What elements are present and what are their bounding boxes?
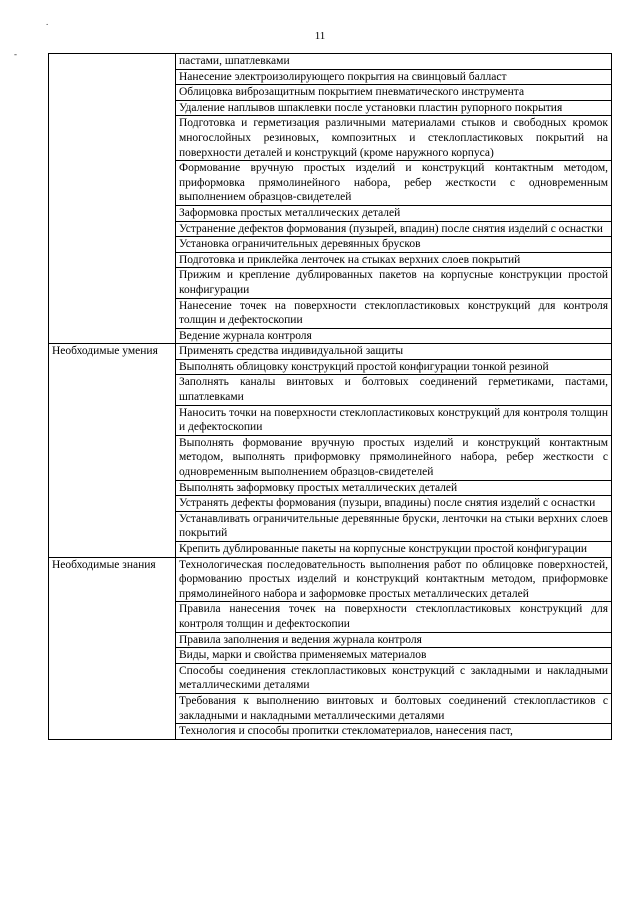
list-item: Способы соединения стеклопластиковых конструкций с закладными и накладными металлическими деталями bbox=[176, 664, 611, 694]
list-item: Технология и способы пропитки стекломатериалов, нанесения паст, bbox=[179, 725, 513, 738]
list-item: Установка ограничительных деревянных брусков bbox=[176, 237, 611, 253]
list-item: Правила нанесения точек на поверхности стеклопластиковых конструкций для контроля толщин и дефектоскопии bbox=[176, 602, 611, 632]
table-row bbox=[49, 54, 612, 344]
list-item: Применять средства индивидуальной защиты bbox=[176, 344, 611, 360]
competency-table bbox=[48, 53, 612, 740]
list-item: Наносить точки на поверхности стеклопластиковых конструкций для контроля толщин и дефектоскопии bbox=[176, 406, 611, 436]
list-item: Подготовка и приклейка ленточек на стыках верхних слоев покрытий bbox=[176, 253, 611, 269]
list-item: Удаление наплывов шпаклевки после установки пластин рупорного покрытия bbox=[176, 101, 611, 117]
list-item: Выполнять облицовку конструкций простой конфигурации тонкой резиной bbox=[176, 360, 611, 376]
section-title bbox=[49, 54, 176, 344]
list-item: Крепить дублированные пакеты на корпусные конструкции простой конфигурации bbox=[179, 543, 588, 555]
section-items bbox=[176, 54, 612, 344]
list-item: Подготовка и герметизация различными материалами стыков и свободных кромок многослойных резиновых, композитных и стеклопластиковых покрытий на поверхности деталей и конструкций (кроме наружного корпуса) bbox=[176, 116, 611, 161]
list-item: Требования к выполнению винтовых и болтовых соединений стеклопластиков с закладными и накладными металлическими деталями bbox=[176, 694, 611, 724]
list-item: Устранение дефектов формования (пузырей, впадин) после снятия изделий с оснастки bbox=[176, 222, 611, 238]
section-title: Необходимые умения bbox=[49, 344, 176, 557]
list-item: Устранять дефекты формования (пузыри, впадины) после снятия изделий с оснастки bbox=[176, 496, 611, 512]
list-item: Ведение журнала контроля bbox=[179, 329, 312, 342]
list-item: Виды, марки и свойства применяемых материалов bbox=[176, 648, 611, 664]
list-item: Заформовка простых металлических деталей bbox=[176, 206, 611, 222]
list-item: Облицовка виброзащитным покрытием пневматического инструмента bbox=[176, 85, 611, 101]
page-number: 11 bbox=[314, 30, 326, 42]
list-item: Выполнять заформовку простых металлических деталей bbox=[176, 481, 611, 497]
list-item: Прижим и крепление дублированных пакетов на корпусные конструкции простой конфигурации bbox=[176, 268, 611, 298]
table-row bbox=[49, 344, 612, 557]
list-item: Нанесение точек на поверхности стеклопластиковых конструкций для контроля толщин и дефектоскопии bbox=[176, 299, 611, 329]
list-item: Выполнять формование вручную простых изделий и конструкций контактным методом, выполнять приформовку прямолинейного набора, ребер жесткости с одновременным выполнением образцов-свидетелей bbox=[176, 436, 611, 481]
section-items bbox=[176, 344, 612, 557]
list-item: Технологическая последовательность выполнения работ по облицовке поверхностей, формованию простых изделий и конструкций контактным методом, приформовке прямолинейного набора и заформовке простых металлических деталей bbox=[176, 558, 611, 603]
list-item: пастами, шпатлевками bbox=[176, 54, 611, 70]
margin-mark-top: . bbox=[46, 17, 49, 27]
list-item: Формование вручную простых изделий и конструкций контактным методом, приформовка прямолинейного набора, ребер жесткости с одновременным выполнением образцов-свидетелей bbox=[176, 161, 611, 206]
list-item: Правила заполнения и ведения журнала контроля bbox=[176, 633, 611, 649]
section-items bbox=[176, 557, 612, 739]
list-item: Нанесение электроизолирующего покрытия на свинцовый балласт bbox=[176, 70, 611, 86]
list-item: Устанавливать ограничительные деревянные бруски, ленточки на стыки верхних слоев покрытий bbox=[176, 512, 611, 542]
list-item: Заполнять каналы винтовых и болтовых соединений герметиками, пастами, шпатлевками bbox=[176, 375, 611, 405]
margin-mark-left: - bbox=[14, 49, 17, 59]
section-title: Необходимые знания bbox=[49, 557, 176, 739]
table-row bbox=[49, 557, 612, 739]
